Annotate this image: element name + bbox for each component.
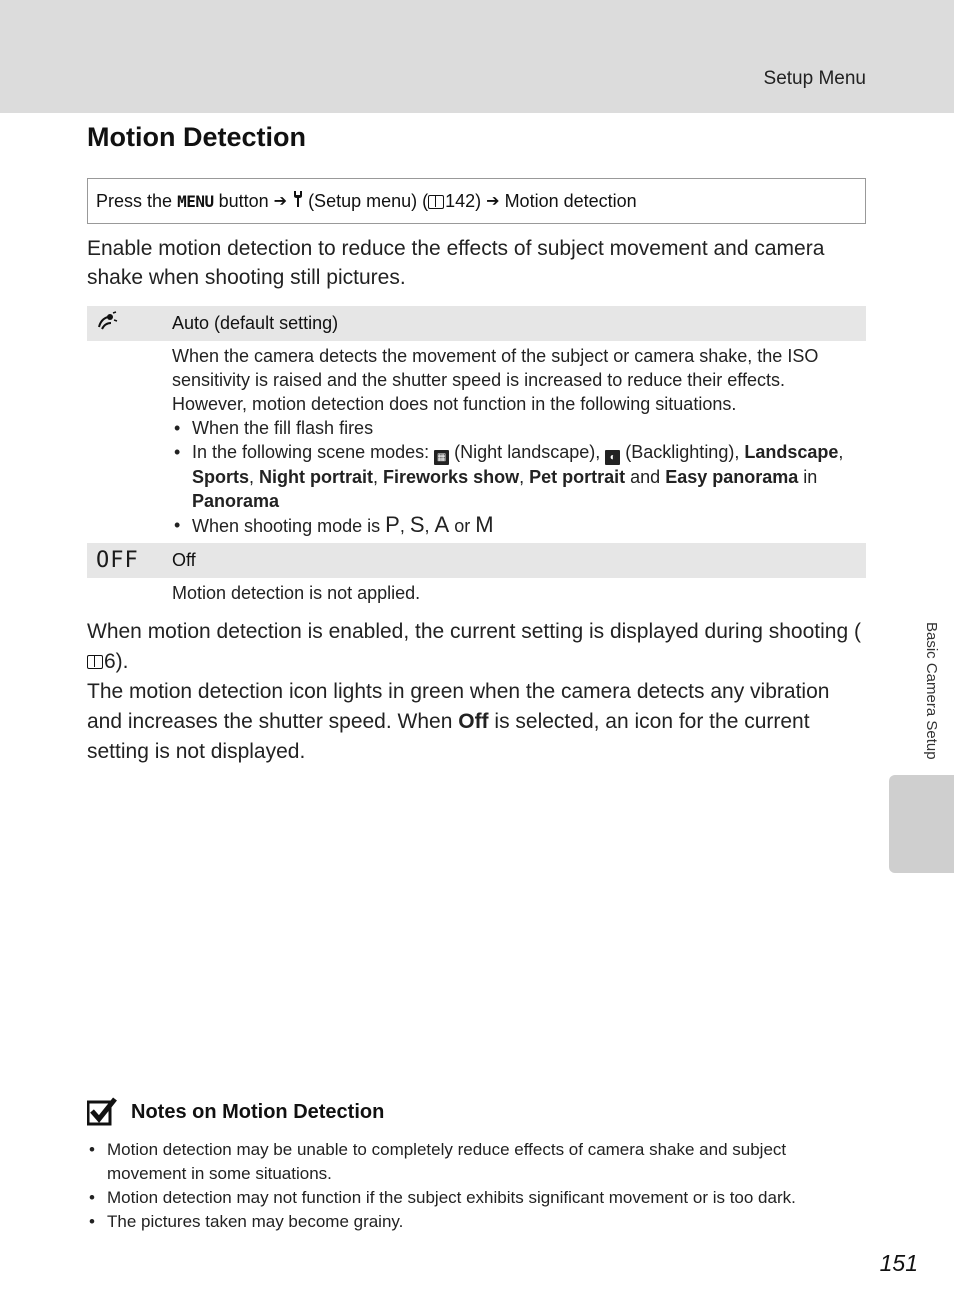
page-title: Motion Detection [87, 122, 306, 152]
book-icon [428, 195, 444, 209]
body-paragraph-1: When motion detection is enabled, the current setting is displayed during shooting (6). [87, 620, 861, 673]
path-press-the: Press the [96, 190, 173, 211]
mode-s-icon: S [409, 512, 425, 537]
page-number: 151 [879, 1250, 918, 1276]
notes-list [87, 1138, 857, 1234]
auto-description-text: When the camera detects the movement of the subject or camera shake, the ISO sensitivity is raised and the shutter speed is increased to reduce their effects. However, motion detection does not function in the following situations. [172, 346, 819, 414]
menu-button-icon: MENU [177, 191, 214, 211]
side-section-label: Basic Camera Setup [923, 622, 940, 760]
book-icon [87, 655, 103, 669]
option-auto-label: Auto (default setting) [172, 313, 339, 333]
list-item: • When shooting mode is P, S, A or M [172, 513, 862, 538]
mode-p-icon: P [385, 512, 400, 537]
menu-path-box [87, 178, 866, 224]
night-landscape-icon: ▦ [434, 450, 449, 465]
section-label: Setup Menu [763, 68, 866, 89]
list-item: • Motion detection may not function if the subject exhibits significant movement or is too dark. [87, 1186, 857, 1210]
path-setup-menu: (Setup menu) ( [308, 190, 429, 211]
list-item: • Motion detection may be unable to completely reduce effects of camera shake and subject movement in some situations. [87, 1138, 857, 1186]
mode-m-icon: M [475, 512, 494, 537]
motion-detection-auto-icon [87, 311, 172, 336]
motion-detection-off-icon: OFF [96, 548, 139, 573]
path-target: Motion detection [504, 190, 637, 211]
side-tab [889, 775, 954, 873]
backlighting-icon: ◐ [605, 450, 620, 465]
arrow-right-icon: ➔ [486, 193, 500, 210]
intro-paragraph: Enable motion detection to reduce the effects of subject movement and camera shake when shooting still pictures. [87, 237, 825, 289]
notes-title: Notes on Motion Detection [131, 1100, 385, 1123]
checkmark-icon [87, 1097, 117, 1127]
list-item: • In the following scene modes: ▦ (Night landscape), ◐ (Backlighting), Landscape, Sports, Night portrait, Fireworks show, Pet portrait and Easy panorama in Panorama [172, 440, 862, 513]
mode-a-icon: A [434, 512, 450, 537]
notes-header [87, 1097, 384, 1127]
arrow-right-icon: ➔ [273, 193, 288, 210]
path-page-ref: 142) [445, 190, 482, 211]
option-off-description: Motion detection is not applied. [172, 583, 421, 603]
option-off-row [87, 543, 866, 578]
option-auto-row [87, 306, 866, 341]
wrench-icon [292, 190, 304, 213]
auto-exceptions-list [172, 416, 862, 538]
path-button: button [218, 190, 269, 211]
option-auto-description [172, 344, 862, 538]
option-off-label: Off [172, 550, 196, 570]
list-item: • When the fill flash fires [172, 416, 862, 440]
body-paragraph-2: The motion detection icon lights in green when the camera detects any vibration and increases the shutter speed. When Off is selected, an icon for the current setting is not displayed. [87, 680, 830, 763]
header-band [0, 0, 954, 113]
list-item: • The pictures taken may become grainy. [87, 1210, 857, 1234]
